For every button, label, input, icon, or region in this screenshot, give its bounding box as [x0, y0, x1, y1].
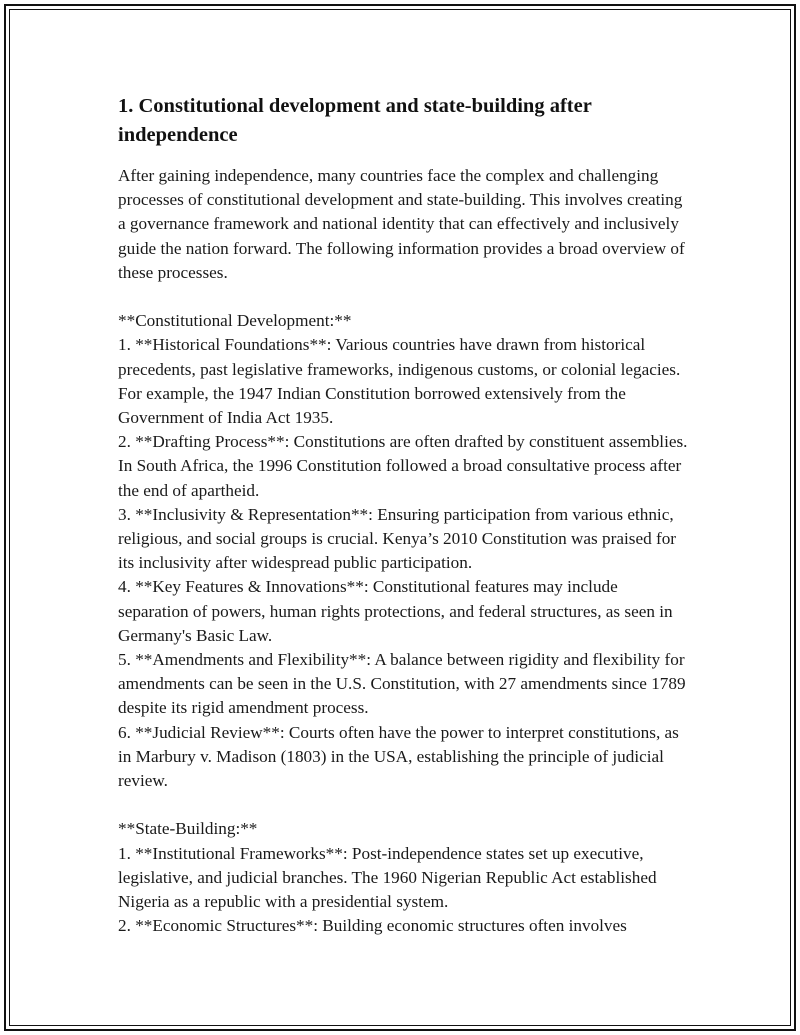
list-item: 2. **Drafting Process**: Constitutions are often drafted by constituent assemblies. In South Africa, the 1996 Constitution followed a broad consultative process after the end of apartheid.: [118, 432, 688, 500]
document-body: [118, 92, 688, 938]
constitutional-heading: **Constitutional Development:**: [118, 311, 352, 331]
list-item: 3. **Inclusivity & Representation**: Ensuring participation from various ethnic, religious, and social groups is crucial. Kenya’s 2010 Constitution was praised for its inclusivity after widespread public participation.: [118, 504, 677, 573]
state-building-heading: **State-Building:**: [118, 819, 258, 839]
intro-paragraph: After gaining independence, many countries face the complex and challenging processes of constitutional development and state-building. This involves creating a governance framework and national identity that can effectively and inclusively guide the nation forward. The following information provides a broad overview of these processes.: [118, 166, 685, 282]
document-title: 1. Constitutional development and state-building after independence: [118, 95, 592, 146]
list-item: 1. **Historical Foundations**: Various countries have drawn from historical precedents, past legislative frameworks, indigenous customs, or colonial legacies. For example, the 1947 Indian Constitution borrowed extensively from the Government of India Act 1935.: [118, 335, 681, 428]
list-item: 4. **Key Features & Innovations**: Constitutional features may include separation of powers, human rights protections, and federal structures, as seen in Germany's Basic Law.: [118, 577, 673, 645]
list-item: 6. **Judicial Review**: Courts often have the power to interpret constitutions, as in Marbury v. Madison (1803) in the USA, establishing the principle of judicial review.: [118, 722, 679, 791]
paragraph-gap: [118, 793, 688, 817]
paragraph-gap: [118, 285, 688, 309]
list-item: 1. **Institutional Frameworks**: Post-independence states set up executive, legislative, and judicial branches. The 1960 Nigerian Republic Act established Nigeria as a republic with a presidential system.: [118, 843, 657, 912]
list-item: 2. **Economic Structures**: Building economic structures often involves: [118, 916, 627, 936]
list-item: 5. **Amendments and Flexibility**: A balance between rigidity and flexibility for amendments can be seen in the U.S. Constitution, with 27 amendments since 1789 despite its rigid amendment process.: [118, 650, 686, 718]
